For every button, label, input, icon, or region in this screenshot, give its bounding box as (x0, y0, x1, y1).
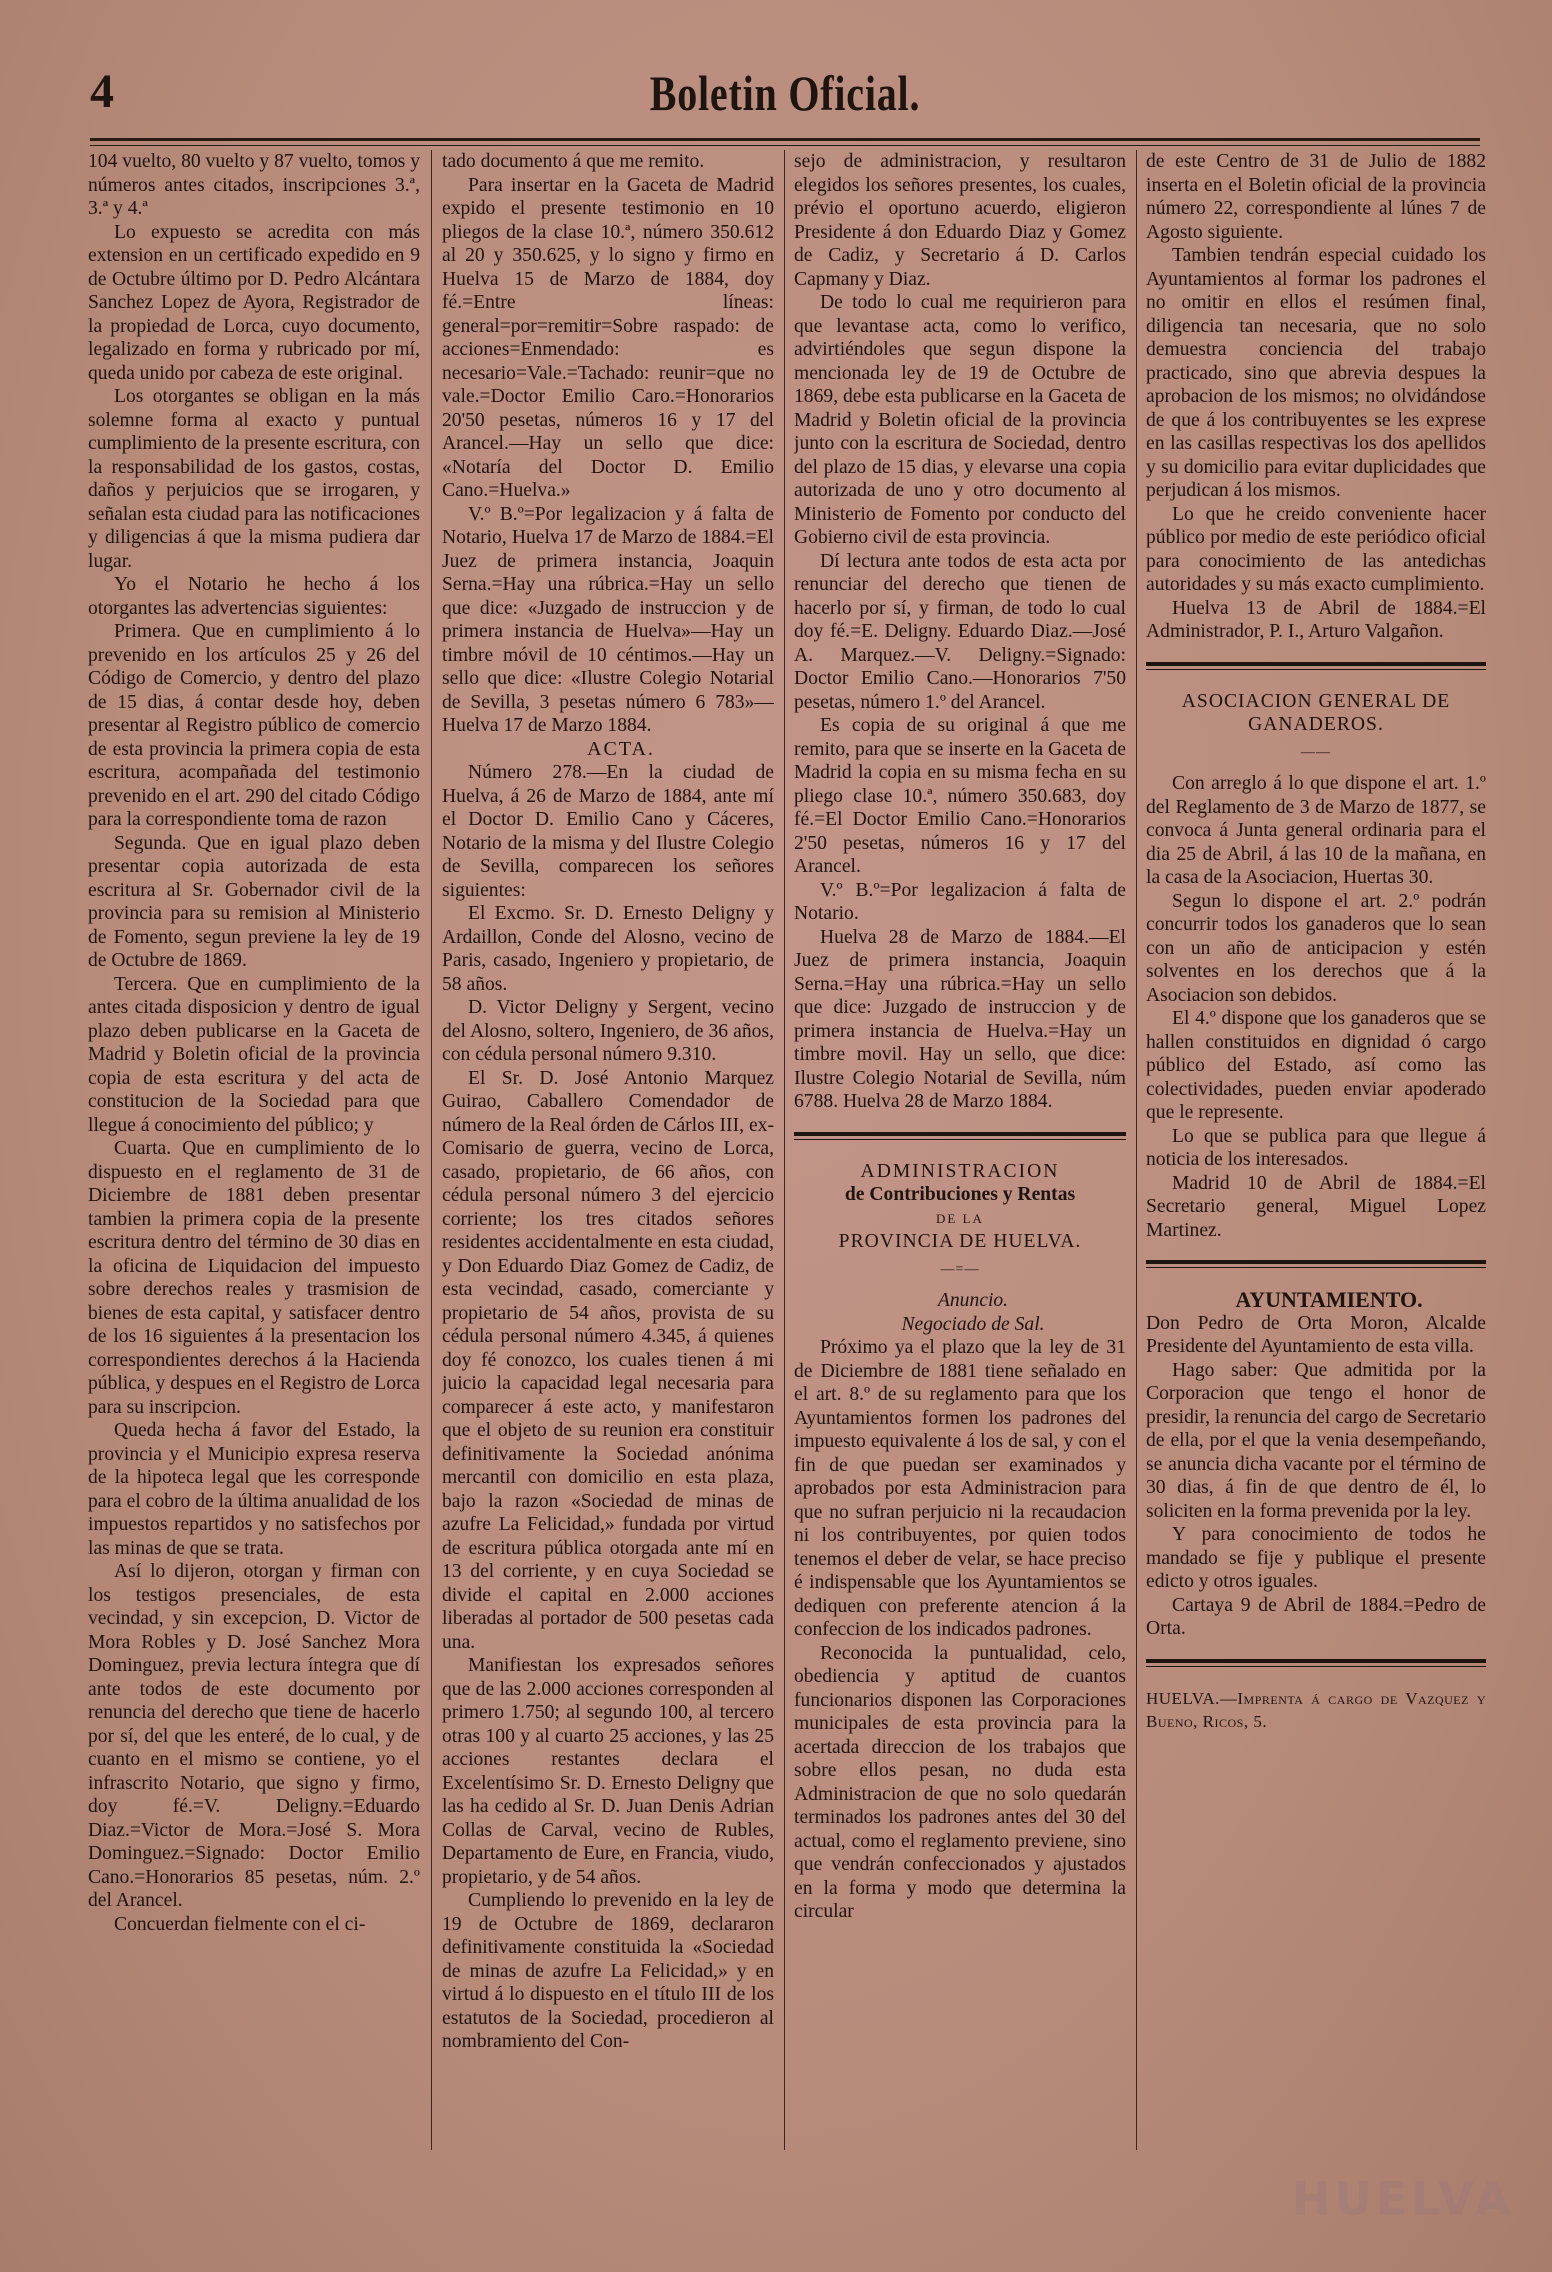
page-header (90, 60, 1480, 140)
paragraph: Cuarta. Que en cumplimiento de lo dispuesto en el reglamento de 31 de Diciembre de 1881 deben presentar tambien la primera copia de la presente escritura dentro del término de 30 dias en la oficina de Liquidacion del impuesto sobre derechos reales y trasmision de bienes de esta capital, y satisfacer dentro de los 16 siguientes á la presentacion los correspondientes derechos á la Hacienda pública, y despues en el Registro de Lorca para su inscripcion. (88, 1138, 420, 1418)
paragraph: Cumpliendo lo prevenido en la ley de 19 de Octubre de 1869, declararon definitivamente constituida la «Sociedad de minas de azufre La Felicidad,» y en virtud á lo dispuesto en el título III de los estatutos de la Sociedad, procedieron al nombramiento del Con- (442, 1890, 774, 2052)
paragraph: Próximo ya el plazo que la ley de 31 de Diciembre de 1881 tiene señalado en el art. 8.º de su reglamento para que los Ayuntamientos formen los padrones del impuesto equivalente á los de sal, y con el fin de que puedan ser examinados y aprobados por esta Administracion para que no sufran perjuicio ni la recaudacion ni los contribuyentes, por quien todos tenemos el deber de velar, se hace preciso é indispensable que los Ayuntamientos se dediquen con preferente atencion á la confeccion de los indicados padrones. (794, 1337, 1126, 1640)
paragraph: Tercera. Que en cumplimiento de la antes citada disposicion y dentro de igual plazo deben publicarse en la Gaceta de Madrid y Boletin oficial de la provincia copia de esta escritura y del acta de constitucion de la Sociedad para que llegue á conocimiento del público; y (88, 973, 420, 1136)
asociacion-title: ASOCIACION GENERAL DE (1181, 690, 1451, 712)
column-divider (1136, 150, 1137, 2150)
section-rule (1146, 1260, 1486, 1268)
paragraph: Los otorgantes se obligan en la más solemne forma al exacto y puntual cumplimiento de la presente escritura, con la responsabilidad de los gastos, costas, daños y perjuicios que se irrogaren, y señalan esta ciudad para las notificaciones y diligencias á que la misma pudiera dar lugar. (88, 386, 420, 572)
paragraph: Cartaya 9 de Abril de 1884.=Pedro de Orta. (1146, 1594, 1486, 1639)
paragraph: D. Victor Deligny y Sergent, vecino del Alosno, soltero, Ingeniero, de 36 años, con cédula personal número 9.310. (442, 997, 774, 1065)
column-1 (88, 150, 420, 2160)
masthead-title: Boletin Oficial. (649, 65, 921, 121)
page-number: 4 (90, 65, 114, 118)
paragraph: Concuerdan fielmente con el ci- (114, 1913, 366, 1935)
paragraph: Hago saber: Que admitida por la Corporacion que tengo el honor de presidir, la renuncia del cargo de Secretario de ella, por el que la venia desempeñando, se anuncia dicha vacante por el término de 30 dias, á fin de que dentro de él, lo soliciten en la forma prevenida por la ley. (1146, 1359, 1486, 1522)
paragraph: V.º B.º=Por legalizacion y á falta de Notario, Huelva 17 de Marzo de 1884.=El Juez de primera instancia, Joaquin Serna.=Hay una rúbrica.=Hay un sello que dice: «Juzgado de instruccion y de primera instancia de Huelva»—Hay un timbre móvil de 10 céntimos.—Hay un sello que dice: «Ilustre Colegio Notarial de Sevilla, 3 pesetas número 6 783»—Huelva 17 de Marzo 1884. (442, 503, 774, 736)
column-divider (784, 150, 785, 2150)
paragraph: de este Centro de 31 de Julio de 1882 inserta en el Boletin oficial de la provincia número 22, correspondiente al lúnes 7 de Agosto siguiente. (1146, 151, 1486, 243)
admin-heading-1: ADMINISTRACION (860, 1160, 1060, 1182)
column-2 (442, 150, 774, 2160)
paragraph: Tambien tendrán especial cuidado los Ayuntamientos al formar los padrones el no omitir en ellos el resúmen final, diligencia tan necesaria, que no solo demuestra conciencia del trabajo practicado, sino que abrevia despues la aprobacion de los mismos; no olvidándose de que á los contribuyentes se les exprese en las casillas respectivas los dos apellidos y su domicilio para evitar duplicidades que perjudican á los mismos. (1146, 245, 1486, 501)
paragraph: Reconocida la puntualidad, celo, obediencia y aptitud de cuantos funcionarios disponen las Corporaciones municipales de esta provincia para la acertada direccion de los trabajos que sobre ellos pesan, no duda esta Administracion de que no solo quedarán terminados los padrones antes del 30 del actual, como el reglamento previene, sino que vendrán confeccionados y ajustados en la forma y modo que determina la circular (794, 1642, 1126, 1922)
paragraph: Es copia de su original á que me remito, para que se inserte en la Gaceta de Madrid la copia en su misma fecha en su pliego clase 10.ª, número 350.683, doy fé.=El Doctor Emilio Cano.=Honorarios 2'50 pesetas, números 16 y 17 del Arancel. (794, 715, 1126, 877)
section-rule (794, 1132, 1126, 1140)
admin-heading-3: DE LA (936, 1210, 984, 1226)
column-4 (1146, 150, 1486, 2160)
paragraph: Manifiestan los expresados señores que de las 2.000 acciones corresponden al primero 1.750; al segundo 100, al tercero otras 100 y al cuarto 25 acciones, y las 25 acciones restantes declara el Excelentísimo Sr. D. Ernesto Deligny que las ha cedido al Sr. D. Juan Denis Adrian Collas de Carval, vecino de Rubles, Departamento de Eure, en Francia, viudo, propietario, y de 54 años. (442, 1655, 774, 1888)
asociacion-subtitle: GANADEROS. (1248, 714, 1384, 735)
paragraph: Queda hecha á favor del Estado, la provincia y el Municipio expresa reserva de la hipoteca legal que les corresponde para el cobro de la última anualidad de los impuestos repartidos y no satisfechos por las minas de que se trata. (88, 1420, 420, 1559)
admin-heading-4: PROVINCIA DE HUELVA. (838, 1231, 1082, 1252)
paragraph: Así lo dijeron, otorgan y firman con los testigos presenciales, de esta vecindad, y sin excepcion, D. Victor de Mora Robles y D. José Sanchez Mora Dominguez, previa lectura íntegra que dí ante todos de este documento por renuncia del derecho que tiene de hacerlo por sí, del que les enteré, de lo cual, y de cuanto en el mismo se contiene, yo el infrascrito Notario, que signo y firmo, doy fé.=V. Deligny.=Eduardo Diaz.=Victor de Mora.=José S. Mora Dominguez.=Signado: Doctor Emilio Cano.=Honorarios 85 pesetas, núm. 2.º del Arancel. (88, 1561, 420, 1911)
paragraph: V.º B.º=Por legalizacion á falta de Notario. (794, 879, 1126, 924)
paragraph: Número 278.—En la ciudad de Huelva, á 26 de Marzo de 1884, ante mí el Doctor D. Emilio Cano y Cáceres, Notario de la misma y del Ilustre Colegio de Sevilla, comparecen los señores siguientes: (442, 762, 774, 901)
section-rule (1146, 662, 1486, 670)
paragraph: Yo el Notario he hecho á los otorgantes las advertencias siguientes: (88, 574, 420, 619)
paragraph: 104 vuelto, 80 vuelto y 87 vuelto, tomos y números antes citados, inscripciones 3.ª, 3.ª y 4.ª (88, 151, 420, 219)
paragraph: Lo expuesto se acredita con más extension en un certificado expedido en 9 de Octubre último por D. Pedro Alcántara Sanchez Lopez de Ayora, Registrador de la propiedad de Lorca, cuyo documento, legalizado en forma y rubricado por mí, queda unido por cabeza de este original. (88, 221, 420, 384)
paragraph: Don Pedro de Orta Moron, Alcalde Presidente del Ayuntamiento de esta villa. (1146, 1312, 1486, 1357)
paragraph: Madrid 10 de Abril de 1884.=El Secretario general, Miguel Lopez Martinez. (1146, 1172, 1486, 1241)
paragraph: Lo que he creido conveniente hacer público por medio de este periódico oficial para conocimiento de las antedichas autoridades y su más exacto cumplimiento. (1146, 503, 1486, 595)
paragraph: Huelva 28 de Marzo de 1884.—El Juez de primera instancia, Joaquin Serna.=Hay una rúbrica.=Hay un sello que dice: Juzgado de instruccion y de primera instancia de Huelva.=Hay un timbre movil. Hay un sello, que dice: Ilustre Colegio Notarial de Sevilla, núm 6788. Huelva 28 de Marzo 1884. (794, 926, 1126, 1112)
paragraph: Huelva 13 de Abril de 1884.=El Administrador, P. I., Arturo Valgañon. (1146, 597, 1486, 642)
paragraph: Con arreglo á lo que dispone el art. 1.º del Reglamento de 3 de Marzo de 1877, se convoca á Junta general ordinaria para el dia 25 de Abril, á las 10 de la mañana, en la casa de la Asociacion, Huertas 30. (1146, 773, 1486, 888)
paragraph: Dí lectura ante todos de esta acta por renunciar del derecho que tienen de hacerlo por sí, y firman, de todo lo cual doy fé.=E. Deligny. Eduardo Diaz.—José A. Marquez.—V. Deligny.=Signado: Doctor Emilio Cano.—Honorarios 7'50 pesetas, número 1.º del Arancel. (794, 550, 1126, 713)
paragraph: tado documento á que me remito. (442, 151, 705, 172)
paragraph: Para insertar en la Gaceta de Madrid expido el presente testimonio en 10 pliegos de la clase 10.ª, número 350.612 al 20 y 350.625, y lo signo y firmo en Huelva 15 de Marzo de 1884, doy fé.=Entre líneas: general=por=remitir=Sobre raspado: de acciones=Enmendado: es necesario=Vale.=Tachado: reunir=que no vale.=Doctor Emilio Caro.=Honorarios 20'50 pesetas, números 16 y 17 del Arancel.—Hay un sello que dice: «Notaría del Doctor D. Emilio Cano.=Huelva.» (442, 174, 774, 501)
column-divider (431, 150, 432, 2150)
dash-ornament: —— (1301, 744, 1331, 760)
paragraph: Segunda. Que en igual plazo deben presentar copia autorizada de esta escritura al Sr. Gobernador civil de la provincia para su remision al Ministerio de Fomento, segun previene la ley de 19 de Octubre de 1869. (88, 832, 420, 971)
text-columns (88, 150, 1486, 2160)
paragraph: De todo lo cual me requirieron para que levantase acta, como lo verifico, advirtiéndoles que segun dispone la mencionada ley de 19 de Octubre de 1869, debe esta publicarse en la Gaceta de Madrid y Boletin oficial de la provincia junto con la escritura de Sociedad, dentro del plazo de 15 dias, y elevarse una copia autorizada de uno y otro documento al Ministerio de Fomento por conducto del Gobierno civil de esta provincia. (794, 292, 1126, 548)
paragraph: El Sr. D. José Antonio Marquez Guirao, Caballero Comendador de número de la Real órden de Cárlos III, ex-Comisario de guerra, vecino de Lorca, casado, propietario, de 66 años, con cédula personal número 3 del ejercicio corriente; los tres citados señores residentes accidentalmente en esta ciudad, y Don Eduardo Diaz Gomez de Cadiz, de esta vecindad, casado, comerciante y propietario de 54 años, provista de su cédula personal número 4.345, á quienes doy fé conozco, los cuales tienen á mi juicio la capacidad legal necesaria para comparecer á este acto, y manifestaron que el objeto de su reunion era constituir definitivamente la Sociedad anónima mercantil con domicilio en esta plaza, bajo la razon «Sociedad de minas de azufre La Felicidad,» fundada por virtud de escritura pública otorgada ante mí en 13 del corriente, y en cuya Sociedad se divide el capital en 2.000 acciones liberadas al portador de 500 pesetas cada una. (442, 1067, 774, 1653)
negociado-label: Negociado de Sal. (901, 1313, 1045, 1335)
anuncio-label: Anuncio. (937, 1290, 1009, 1311)
paragraph: El Excmo. Sr. D. Ernesto Deligny y Ardaillon, Conde del Alosno, vecino de Paris, casado, Ingeniero y propietario, de 58 años. (442, 903, 774, 995)
dash-ornament: —=— (940, 1261, 980, 1277)
paragraph: Primera. Que en cumplimiento á lo prevenido en los artículos 25 y 26 del Código de Comercio, y dentro del plazo de 15 dias, á contar desde hoy, deben presentar al Registro público de comercio de esta provincia la primera copia de esta escritura, acompañada del testimonio prevenido en el art. 290 del citado Código para la correspondiente toma de razon (88, 621, 420, 830)
section-rule (1146, 1659, 1486, 1667)
archive-watermark: HUELVA (1292, 2172, 1515, 2226)
header-rule (90, 138, 1480, 146)
paragraph: sejo de administracion, y resultaron elegidos los señores presentes, los cuales, prévio el oportuno acuerdo, eligieron Presidente á don Eduardo Diaz y Gomez de Cadiz, y Secretario á D. Carlos Capmany y Diaz. (794, 151, 1126, 290)
paragraph: Lo que se publica para que llegue á noticia de los interesados. (1146, 1125, 1486, 1170)
imprint-footer: HUELVA.—Imprenta á cargo de Vazquez y Bueno, Ricos, 5. (1146, 1688, 1486, 1731)
column-3 (794, 150, 1126, 2160)
admin-heading-2: de Contribuciones y Rentas (844, 1184, 1076, 1205)
paragraph: Segun lo dispone el art. 2.º podrán concurrir todos los ganaderos que lo sean con un año de anticipacion y estén solventes en los derechos que á la Asociacion son debidos. (1146, 890, 1486, 1006)
paragraph: Y para conocimiento de todos he mandado se fije y publique el presente edicto y otros iguales. (1146, 1524, 1486, 1592)
ayuntamiento-title: AYUNTAMIENTO. (1235, 1287, 1423, 1312)
paragraph: El 4.º dispone que los ganaderos que se hallen constituidos en dignidad ó cargo público del Estado, así como las colectividades, pueden enviar apoderado que le represente. (1146, 1008, 1486, 1123)
acta-heading: ACTA. (587, 737, 655, 760)
